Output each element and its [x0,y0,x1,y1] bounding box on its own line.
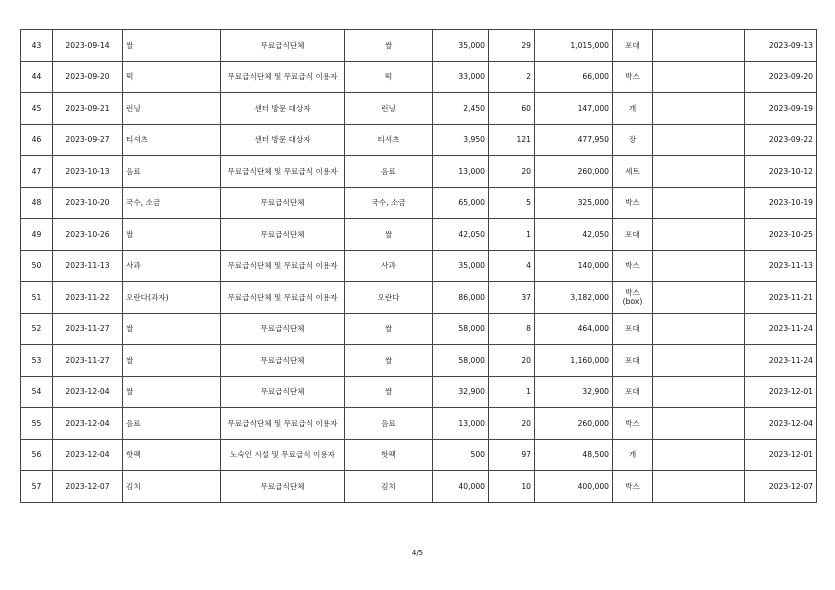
cell-receipt-date: 2023-10-19 [745,187,817,219]
cell-note [653,30,745,62]
cell-unit-price: 3,950 [433,124,489,156]
cell-recipient: 무료급식단체 [221,187,345,219]
cell-unit-price: 13,000 [433,408,489,440]
cell-unit-price: 58,000 [433,345,489,377]
cell-note [653,376,745,408]
cell-product: 티셔츠 [345,124,433,156]
cell-no: 52 [21,313,53,345]
cell-quantity: 8 [489,313,535,345]
cell-amount: 260,000 [535,408,613,440]
cell-date: 2023-10-13 [53,156,123,188]
cell-quantity: 97 [489,439,535,471]
cell-no: 51 [21,282,53,314]
cell-item: 떡 [123,61,221,93]
cell-unit: 세트 [613,156,653,188]
cell-item: 음료 [123,156,221,188]
cell-receipt-date: 2023-11-24 [745,345,817,377]
table-row [21,219,817,251]
cell-recipient: 무료급식단체 [221,219,345,251]
cell-receipt-date: 2023-09-13 [745,30,817,62]
cell-recipient: 무료급식단체 및 무료급식 이용자 [221,408,345,440]
cell-unit-price: 42,050 [433,219,489,251]
cell-recipient: 노숙인 시설 및 무료급식 이용자 [221,439,345,471]
cell-item: 오란다(과자) [123,282,221,314]
cell-no: 48 [21,187,53,219]
cell-item: 런닝 [123,93,221,125]
cell-receipt-date: 2023-09-19 [745,93,817,125]
cell-unit-price: 2,450 [433,93,489,125]
cell-product: 쌀 [345,30,433,62]
cell-no: 50 [21,250,53,282]
cell-date: 2023-12-04 [53,408,123,440]
table-row [21,250,817,282]
cell-recipient: 센터 방문 대상자 [221,93,345,125]
cell-amount: 1,015,000 [535,30,613,62]
cell-amount: 260,000 [535,156,613,188]
cell-recipient: 무료급식단체 [221,376,345,408]
cell-receipt-date: 2023-09-20 [745,61,817,93]
cell-recipient: 무료급식단체 [221,471,345,503]
cell-receipt-date: 2023-11-21 [745,282,817,314]
cell-unit-price: 500 [433,439,489,471]
cell-date: 2023-09-21 [53,93,123,125]
cell-unit: 포대 [613,313,653,345]
cell-date: 2023-11-27 [53,345,123,377]
cell-unit: 개 [613,439,653,471]
cell-quantity: 60 [489,93,535,125]
cell-amount: 3,182,000 [535,282,613,314]
cell-no: 46 [21,124,53,156]
cell-item: 티셔츠 [123,124,221,156]
cell-receipt-date: 2023-12-01 [745,376,817,408]
cell-recipient: 무료급식단체 및 무료급식 이용자 [221,250,345,282]
cell-product: 쌀 [345,376,433,408]
cell-note [653,156,745,188]
cell-unit: 개 [613,93,653,125]
cell-unit: 박스 [613,408,653,440]
cell-recipient: 무료급식단체 [221,30,345,62]
cell-unit-price: 33,000 [433,61,489,93]
cell-recipient: 무료급식단체 [221,313,345,345]
cell-amount: 477,950 [535,124,613,156]
cell-amount: 400,000 [535,471,613,503]
cell-no: 45 [21,93,53,125]
cell-unit-price: 86,000 [433,282,489,314]
cell-date: 2023-11-22 [53,282,123,314]
cell-unit: 박스 [613,471,653,503]
cell-product: 쌀 [345,345,433,377]
donation-table [20,29,817,503]
table-row [21,282,817,314]
table-row [21,187,817,219]
cell-amount: 325,000 [535,187,613,219]
cell-unit-price: 32,900 [433,376,489,408]
cell-note [653,187,745,219]
cell-note [653,93,745,125]
cell-quantity: 20 [489,408,535,440]
cell-recipient: 무료급식단체 및 무료급식 이용자 [221,282,345,314]
cell-product: 김치 [345,471,433,503]
cell-no: 44 [21,61,53,93]
cell-unit-price: 13,000 [433,156,489,188]
cell-amount: 464,000 [535,313,613,345]
cell-note [653,439,745,471]
cell-date: 2023-09-14 [53,30,123,62]
cell-note [653,408,745,440]
cell-no: 53 [21,345,53,377]
cell-date: 2023-09-27 [53,124,123,156]
cell-unit: 포대 [613,30,653,62]
cell-product: 국수, 소금 [345,187,433,219]
cell-no: 49 [21,219,53,251]
cell-item: 쌀 [123,313,221,345]
cell-recipient: 무료급식단체 및 무료급식 이용자 [221,156,345,188]
table-row [21,61,817,93]
cell-no: 47 [21,156,53,188]
table-row [21,471,817,503]
table-row [21,345,817,377]
cell-quantity: 20 [489,345,535,377]
cell-no: 43 [21,30,53,62]
cell-unit-price: 58,000 [433,313,489,345]
cell-amount: 140,000 [535,250,613,282]
cell-product: 사과 [345,250,433,282]
cell-date: 2023-09-20 [53,61,123,93]
cell-note [653,313,745,345]
cell-date: 2023-12-07 [53,471,123,503]
cell-product: 핫팩 [345,439,433,471]
cell-date: 2023-11-13 [53,250,123,282]
table-row [21,408,817,440]
cell-receipt-date: 2023-12-07 [745,471,817,503]
cell-recipient: 무료급식단체 및 무료급식 이용자 [221,61,345,93]
cell-no: 54 [21,376,53,408]
cell-product: 런닝 [345,93,433,125]
cell-item: 쌀 [123,219,221,251]
cell-recipient: 센터 방문 대상자 [221,124,345,156]
cell-unit-price: 35,000 [433,250,489,282]
cell-amount: 42,050 [535,219,613,251]
cell-quantity: 29 [489,30,535,62]
cell-unit: 포대 [613,219,653,251]
cell-unit: 포대 [613,376,653,408]
table-row [21,439,817,471]
cell-note [653,345,745,377]
cell-receipt-date: 2023-12-01 [745,439,817,471]
cell-item: 쌀 [123,30,221,62]
cell-note [653,282,745,314]
table-body [21,30,817,503]
cell-amount: 66,000 [535,61,613,93]
cell-date: 2023-10-20 [53,187,123,219]
cell-item: 국수, 소금 [123,187,221,219]
cell-product: 음료 [345,156,433,188]
cell-unit-price: 40,000 [433,471,489,503]
cell-amount: 147,000 [535,93,613,125]
cell-item: 쌀 [123,376,221,408]
cell-quantity: 37 [489,282,535,314]
cell-quantity: 1 [489,376,535,408]
cell-quantity: 5 [489,187,535,219]
cell-receipt-date: 2023-11-24 [745,313,817,345]
cell-date: 2023-11-27 [53,313,123,345]
cell-product: 쌀 [345,313,433,345]
cell-amount: 32,900 [535,376,613,408]
cell-no: 57 [21,471,53,503]
cell-quantity: 121 [489,124,535,156]
cell-unit: 박스 [613,61,653,93]
cell-receipt-date: 2023-09-22 [745,124,817,156]
table-row [21,30,817,62]
table-row [21,93,817,125]
cell-recipient: 무료급식단체 [221,345,345,377]
cell-note [653,219,745,251]
cell-receipt-date: 2023-12-04 [745,408,817,440]
cell-item: 김치 [123,471,221,503]
table-row [21,124,817,156]
cell-unit-price: 35,000 [433,30,489,62]
cell-product: 떡 [345,61,433,93]
cell-product: 쌀 [345,219,433,251]
cell-product: 오란다 [345,282,433,314]
cell-note [653,250,745,282]
table-row [21,376,817,408]
cell-item: 사과 [123,250,221,282]
cell-quantity: 1 [489,219,535,251]
cell-unit: 박스 [613,187,653,219]
cell-amount: 48,500 [535,439,613,471]
cell-item: 음료 [123,408,221,440]
cell-note [653,124,745,156]
cell-date: 2023-12-04 [53,439,123,471]
cell-item: 쌀 [123,345,221,377]
cell-date: 2023-12-04 [53,376,123,408]
cell-product: 음료 [345,408,433,440]
cell-quantity: 2 [489,61,535,93]
table-row [21,313,817,345]
cell-date: 2023-10-26 [53,219,123,251]
cell-no: 56 [21,439,53,471]
cell-no: 55 [21,408,53,440]
cell-receipt-date: 2023-10-12 [745,156,817,188]
cell-unit: 포대 [613,345,653,377]
cell-receipt-date: 2023-11-13 [745,250,817,282]
cell-quantity: 10 [489,471,535,503]
cell-unit: 박스 [613,250,653,282]
cell-unit-price: 65,000 [433,187,489,219]
cell-item: 핫팩 [123,439,221,471]
cell-note [653,61,745,93]
cell-quantity: 20 [489,156,535,188]
cell-amount: 1,160,000 [535,345,613,377]
table-row [21,156,817,188]
cell-receipt-date: 2023-10-25 [745,219,817,251]
cell-note [653,471,745,503]
cell-unit: 박스(box) [613,282,653,314]
cell-quantity: 4 [489,250,535,282]
cell-unit: 장 [613,124,653,156]
page-number: 4/5 [411,549,424,557]
